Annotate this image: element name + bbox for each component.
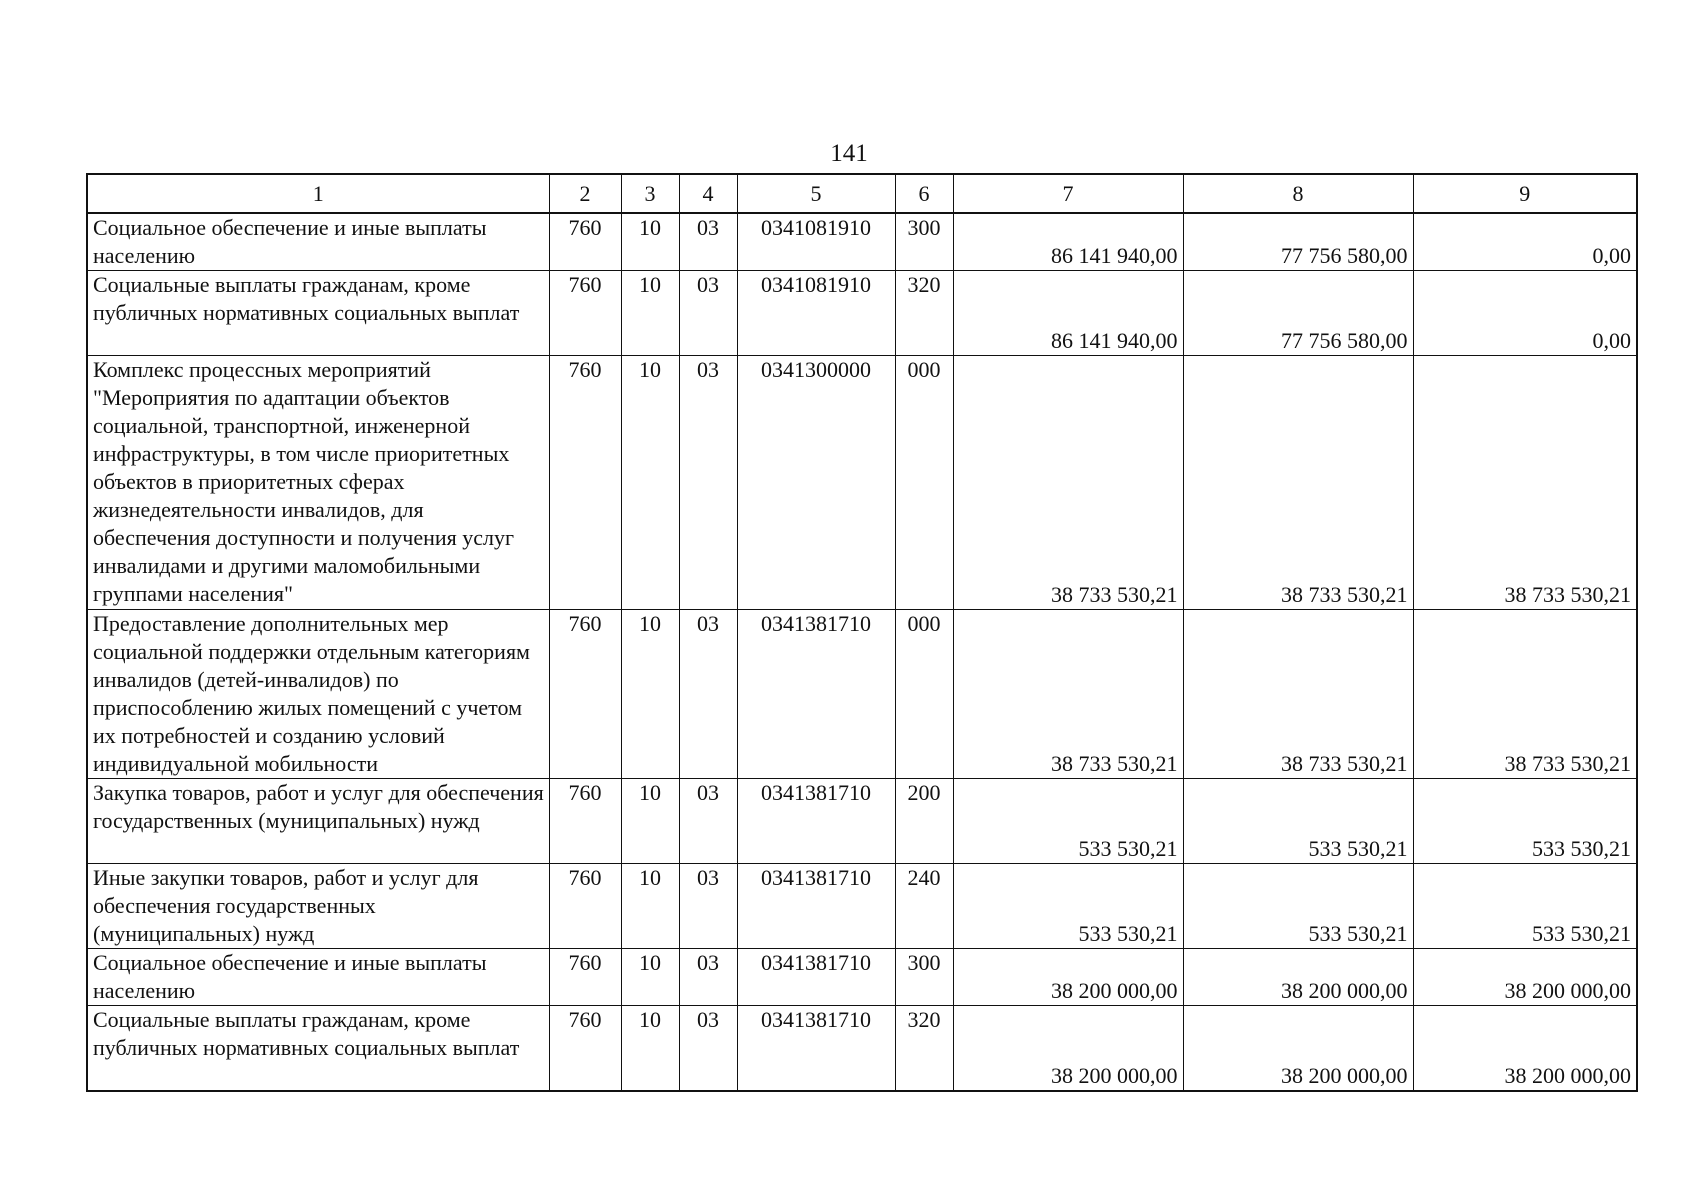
header-cell: 7 bbox=[953, 174, 1183, 213]
code-cell: 760 bbox=[549, 864, 621, 949]
code-cell: 10 bbox=[621, 356, 679, 610]
table-row bbox=[87, 779, 1637, 864]
header-cell: 5 bbox=[737, 174, 895, 213]
row-name: Социальные выплаты гражданам, кроме публичных нормативных социальных выплат bbox=[87, 1006, 549, 1092]
table-row bbox=[87, 271, 1637, 356]
row-name: Социальное обеспечение и иные выплаты населению bbox=[87, 949, 549, 1006]
table-row bbox=[87, 949, 1637, 1006]
code-cell: 0341381710 bbox=[737, 610, 895, 779]
amount-cell: 38 733 530,21 bbox=[1183, 610, 1413, 779]
table-row bbox=[87, 213, 1637, 271]
amount-cell: 38 200 000,00 bbox=[1413, 949, 1637, 1006]
table-row bbox=[87, 864, 1637, 949]
row-name: Социальные выплаты гражданам, кроме публичных нормативных социальных выплат bbox=[87, 271, 549, 356]
code-cell: 760 bbox=[549, 610, 621, 779]
page-number: 141 bbox=[830, 140, 868, 167]
code-cell: 03 bbox=[679, 213, 737, 271]
code-cell: 760 bbox=[549, 271, 621, 356]
code-cell: 0341081910 bbox=[737, 271, 895, 356]
table-row bbox=[87, 610, 1637, 779]
amount-cell: 533 530,21 bbox=[1413, 779, 1637, 864]
code-cell: 200 bbox=[895, 779, 953, 864]
code-cell: 10 bbox=[621, 1006, 679, 1092]
code-cell: 03 bbox=[679, 949, 737, 1006]
code-cell: 10 bbox=[621, 864, 679, 949]
amount-cell: 533 530,21 bbox=[1183, 779, 1413, 864]
code-cell: 10 bbox=[621, 610, 679, 779]
code-cell: 0341300000 bbox=[737, 356, 895, 610]
header-cell: 3 bbox=[621, 174, 679, 213]
code-cell: 760 bbox=[549, 213, 621, 271]
amount-cell: 533 530,21 bbox=[1183, 864, 1413, 949]
header-cell: 4 bbox=[679, 174, 737, 213]
code-cell: 03 bbox=[679, 864, 737, 949]
amount-cell: 38 200 000,00 bbox=[953, 1006, 1183, 1092]
table-row bbox=[87, 356, 1637, 610]
amount-cell: 38 200 000,00 bbox=[1183, 949, 1413, 1006]
code-cell: 300 bbox=[895, 213, 953, 271]
code-cell: 10 bbox=[621, 271, 679, 356]
amount-cell: 533 530,21 bbox=[953, 864, 1183, 949]
amount-cell: 86 141 940,00 bbox=[953, 213, 1183, 271]
code-cell: 0341381710 bbox=[737, 949, 895, 1006]
code-cell: 0341081910 bbox=[737, 213, 895, 271]
amount-cell: 38 200 000,00 bbox=[1183, 1006, 1413, 1092]
code-cell: 300 bbox=[895, 949, 953, 1006]
amount-cell: 0,00 bbox=[1413, 271, 1637, 356]
code-cell: 03 bbox=[679, 610, 737, 779]
amount-cell: 38 200 000,00 bbox=[953, 949, 1183, 1006]
header-cell: 2 bbox=[549, 174, 621, 213]
code-cell: 03 bbox=[679, 779, 737, 864]
code-cell: 000 bbox=[895, 356, 953, 610]
code-cell: 0341381710 bbox=[737, 864, 895, 949]
amount-cell: 38 733 530,21 bbox=[953, 610, 1183, 779]
amount-cell: 533 530,21 bbox=[1413, 864, 1637, 949]
amount-cell: 38 733 530,21 bbox=[1413, 610, 1637, 779]
amount-cell: 77 756 580,00 bbox=[1183, 271, 1413, 356]
code-cell: 760 bbox=[549, 949, 621, 1006]
amount-cell: 38 200 000,00 bbox=[1413, 1006, 1637, 1092]
code-cell: 10 bbox=[621, 779, 679, 864]
code-cell: 03 bbox=[679, 1006, 737, 1092]
amount-cell: 38 733 530,21 bbox=[1183, 356, 1413, 610]
header-cell: 1 bbox=[87, 174, 549, 213]
code-cell: 240 bbox=[895, 864, 953, 949]
row-name: Закупка товаров, работ и услуг для обеспечения государственных (муниципальных) нужд bbox=[87, 779, 549, 864]
code-cell: 760 bbox=[549, 779, 621, 864]
header-cell: 6 bbox=[895, 174, 953, 213]
header-cell: 9 bbox=[1413, 174, 1637, 213]
amount-cell: 533 530,21 bbox=[953, 779, 1183, 864]
code-cell: 0341381710 bbox=[737, 1006, 895, 1092]
row-name: Комплекс процессных мероприятий "Мероприятия по адаптации объектов социальной, транспортной, инженерной инфраструктуры, в том числе приоритетных объектов в приоритетных сферах жизнедеятельности инвалидов, для обеспечения доступности и получения услуг инвалидами и другими маломобильными группами населения" bbox=[87, 356, 549, 610]
code-cell: 10 bbox=[621, 213, 679, 271]
budget-table bbox=[86, 173, 1638, 1092]
header-row bbox=[87, 174, 1637, 213]
amount-cell: 38 733 530,21 bbox=[1413, 356, 1637, 610]
code-cell: 760 bbox=[549, 356, 621, 610]
code-cell: 320 bbox=[895, 271, 953, 356]
code-cell: 000 bbox=[895, 610, 953, 779]
amount-cell: 0,00 bbox=[1413, 213, 1637, 271]
header-cell: 8 bbox=[1183, 174, 1413, 213]
amount-cell: 38 733 530,21 bbox=[953, 356, 1183, 610]
amount-cell: 86 141 940,00 bbox=[953, 271, 1183, 356]
table-row bbox=[87, 1006, 1637, 1092]
code-cell: 03 bbox=[679, 356, 737, 610]
row-name: Предоставление дополнительных мер социальной поддержки отдельным категориям инвалидов (детей-инвалидов) по приспособлению жилых помещений с учетом их потребностей и созданию условий индивидуальной мобильности bbox=[87, 610, 549, 779]
amount-cell: 77 756 580,00 bbox=[1183, 213, 1413, 271]
row-name: Иные закупки товаров, работ и услуг для обеспечения государственных (муниципальных) нужд bbox=[87, 864, 549, 949]
code-cell: 10 bbox=[621, 949, 679, 1006]
code-cell: 760 bbox=[549, 1006, 621, 1092]
code-cell: 03 bbox=[679, 271, 737, 356]
row-name: Социальное обеспечение и иные выплаты населению bbox=[87, 213, 549, 271]
code-cell: 320 bbox=[895, 1006, 953, 1092]
code-cell: 0341381710 bbox=[737, 779, 895, 864]
